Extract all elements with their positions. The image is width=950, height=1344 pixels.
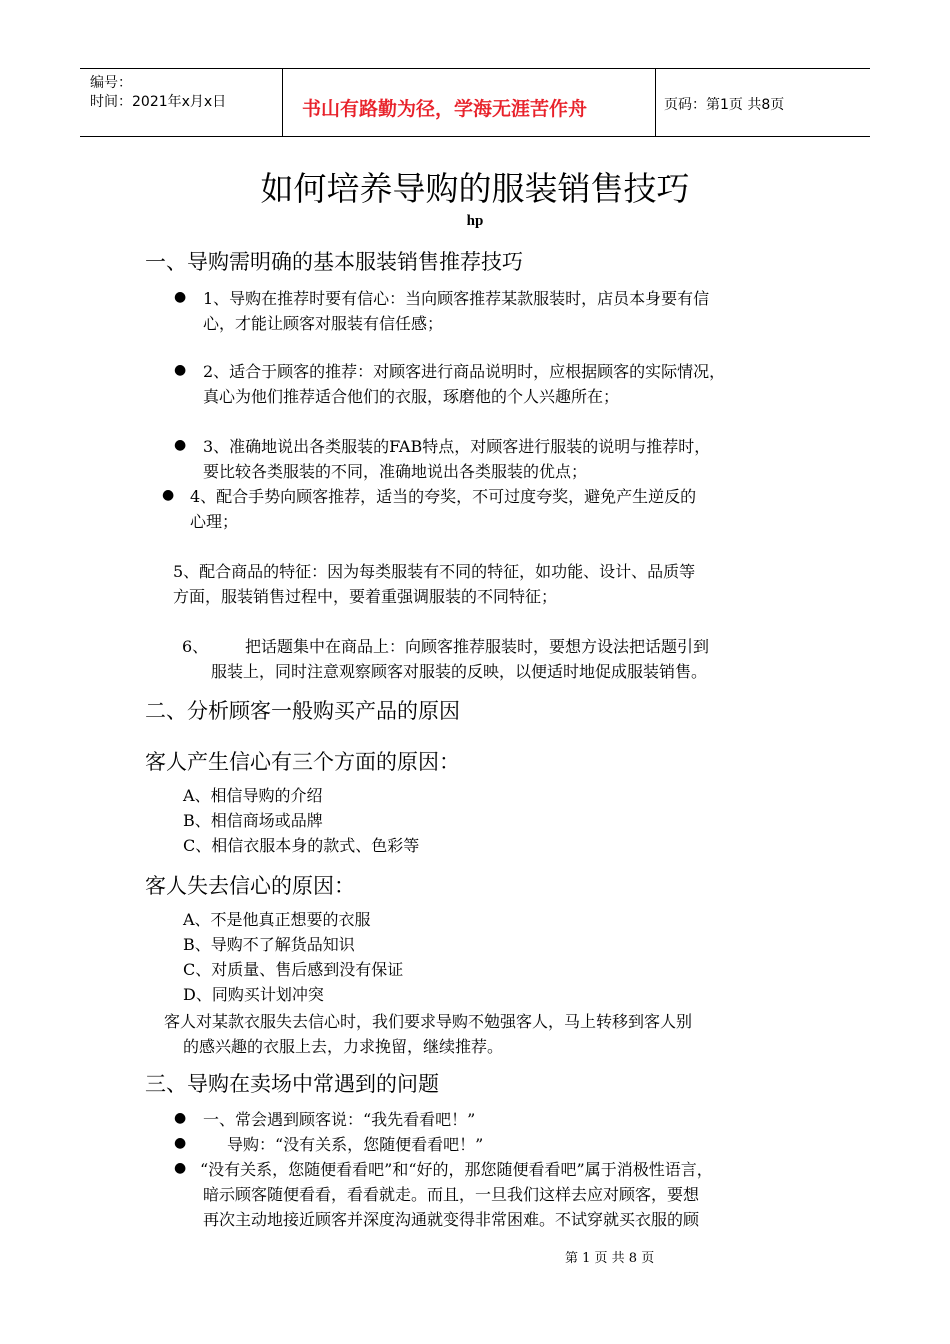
section1-item1-line1: 1、导购在推荐时要有信心：当向顾客推荐某款服装时，店员本身要有信 — [203, 289, 710, 308]
section1-item3-line2: 要比较各类服装的不同，准确地说出各类服装的优点； — [203, 462, 588, 481]
section2-sub2-heading: 客人失去信心的原因： — [145, 874, 355, 898]
section2-note-line2: 的感兴趣的衣服上去，力求挽留，继续推荐。 — [183, 1037, 504, 1056]
bullet-icon: ● — [174, 1110, 187, 1126]
bullet-icon: ● — [174, 437, 187, 453]
header-top-border — [80, 68, 870, 69]
bullet-icon: ● — [174, 289, 187, 305]
header-divider-left — [282, 68, 283, 136]
section1-item6-line2: 服装上，同时注意观察顾客对服装的反映，以便适时地促成服装销售。 — [211, 662, 708, 681]
section3-item3-line3: 再次主动地接近顾客并深度沟通就变得非常困难。不试穿就买衣服的顾 — [203, 1210, 700, 1229]
bullet-icon: ● — [162, 487, 175, 503]
header-bottom-border — [80, 136, 870, 137]
section2-note-line1: 客人对某款衣服失去信心时，我们要求导购不勉强客人，马上转移到客人别 — [164, 1012, 693, 1031]
header-divider-right — [655, 68, 656, 136]
section3-item3-line2: 暗示顾客随便看看，看看就走。而且，一旦我们这样去应对顾客，要想 — [203, 1185, 700, 1204]
section2-sub1-heading: 客人产生信心有三个方面的原因： — [145, 750, 460, 774]
bullet-icon: ● — [174, 1160, 187, 1176]
section1-item4-line1: 4、配合手势向顾客推荐，适当的夸奖，不可过度夸奖，避免产生逆反的 — [190, 487, 697, 506]
header-time-label: 时间：2021年x月x日 — [90, 94, 227, 110]
section1-item6-number: 6、 — [182, 637, 209, 656]
section3-item3-line1: “没有关系，您随便看看吧”和“好的，那您随便看看吧”属于消极性语言， — [200, 1160, 713, 1179]
document-author: hp — [466, 213, 484, 229]
page-footer: 第 1 页 共 8 页 — [565, 1251, 655, 1266]
header-number-label: 编号： — [90, 75, 132, 91]
section1-item5-line2: 方面，服装销售过程中，要着重强调服装的不同特征； — [173, 587, 558, 606]
section3-heading: 三、导购在卖场中常遇到的问题 — [145, 1072, 439, 1096]
bullet-icon: ● — [174, 1135, 187, 1151]
section2-sub1-item: A、相信导购的介绍 — [183, 786, 323, 805]
header-motto: 书山有路勤为径，学海无涯苦作舟 — [302, 98, 588, 120]
bullet-icon: ● — [174, 362, 187, 378]
section2-heading: 二、分析顾客一般购买产品的原因 — [145, 699, 460, 723]
section1-item5-line1: 5、配合商品的特征：因为每类服装有不同的特征，如功能、设计、品质等 — [173, 562, 696, 581]
header-page-info: 页码：第1页 共8页 — [664, 97, 785, 113]
section2-sub2-item: D、同购买计划冲突 — [183, 985, 324, 1004]
section1-item6-line1: 把话题集中在商品上：向顾客推荐服装时，要想方设法把话题引到 — [245, 637, 710, 656]
section2-sub1-item: C、相信衣服本身的款式、色彩等 — [183, 836, 420, 855]
section1-item4-line2: 心理； — [190, 512, 239, 531]
section2-sub2-item: A、不是他真正想要的衣服 — [183, 910, 371, 929]
section3-item1: 一、常会遇到顾客说：“我先看看吧！” — [203, 1110, 476, 1129]
section1-heading: 一、导购需明确的基本服装销售推荐技巧 — [145, 250, 523, 274]
section2-sub1-item: B、相信商场或品牌 — [183, 811, 323, 830]
document-title: 如何培养导购的服装销售技巧 — [260, 169, 690, 208]
section1-item2-line2: 真心为他们推荐适合他们的衣服，琢磨他的个人兴趣所在； — [203, 387, 620, 406]
section1-item3-line1: 3、准确地说出各类服装的FAB特点，对顾客进行服装的说明与推荐时， — [203, 437, 711, 456]
section1-item2-line1: 2、适合于顾客的推荐：对顾客进行商品说明时，应根据顾客的实际情况， — [203, 362, 726, 381]
section3-item2: 导购：“没有关系，您随便看看吧！” — [227, 1135, 484, 1154]
section2-sub2-item: B、导购不了解货品知识 — [183, 935, 355, 954]
section2-sub2-item: C、对质量、售后感到没有保证 — [183, 960, 404, 979]
section1-item1-line2: 心，才能让顾客对服装有信任感； — [203, 314, 444, 333]
